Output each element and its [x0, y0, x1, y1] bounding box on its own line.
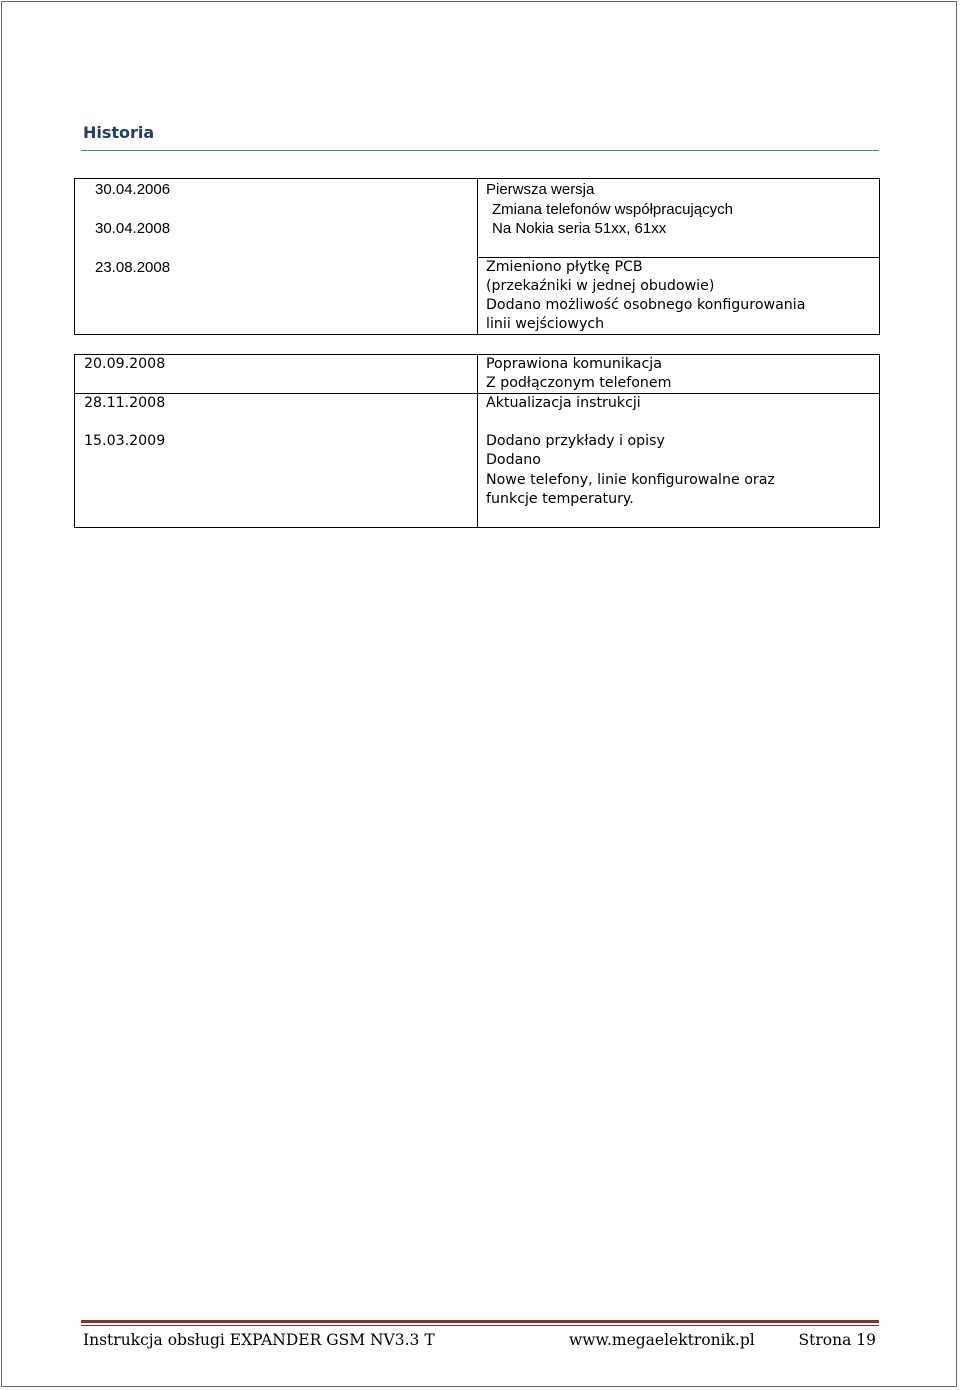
history-date: 20.09.2008 [84, 356, 166, 372]
history-description: linii wejściowych [486, 316, 605, 332]
footer-manual-title: Instrukcja obsługi EXPANDER GSM NV3.3 T [83, 1331, 435, 1349]
history-description: (przekaźniki w jednej obudowie) [486, 278, 715, 294]
footer-divider-thin [81, 1325, 879, 1326]
history-date: 23.08.2008 [95, 259, 171, 276]
row-divider [75, 393, 879, 394]
history-description: Dodano przykłady i opisy [486, 433, 665, 449]
history-table-2 [74, 354, 880, 528]
history-description: Pierwsza wersja [486, 181, 595, 198]
history-description: Zmiana telefonów współpracujących [492, 201, 733, 218]
history-description: Na Nokia seria 51xx, 61xx [492, 220, 667, 237]
history-date: 15.03.2009 [84, 433, 166, 449]
footer-divider [81, 1320, 879, 1323]
history-description: Nowe telefony, linie konfigurowalne oraz [486, 472, 775, 488]
history-description: Poprawiona komunikacja [486, 356, 662, 372]
title-divider [81, 150, 879, 151]
column-divider [477, 355, 478, 527]
history-date: 28.11.2008 [84, 395, 166, 411]
history-description: Z podłączonym telefonem [486, 375, 672, 391]
section-title: Historia [83, 123, 155, 142]
history-description: Zmieniono płytkę PCB [486, 259, 643, 275]
history-description: Dodano [486, 452, 541, 468]
history-date: 30.04.2006 [95, 181, 171, 198]
history-date: 30.04.2008 [95, 220, 171, 237]
footer-website: www.megaelektronik.pl [569, 1331, 755, 1349]
history-description: Dodano możliwość osobnego konfigurowania [486, 297, 806, 313]
footer-page-number: Strona 19 [798, 1331, 876, 1349]
history-description: Aktualizacja instrukcji [486, 395, 641, 411]
history-description: funkcje temperatury. [486, 491, 634, 507]
